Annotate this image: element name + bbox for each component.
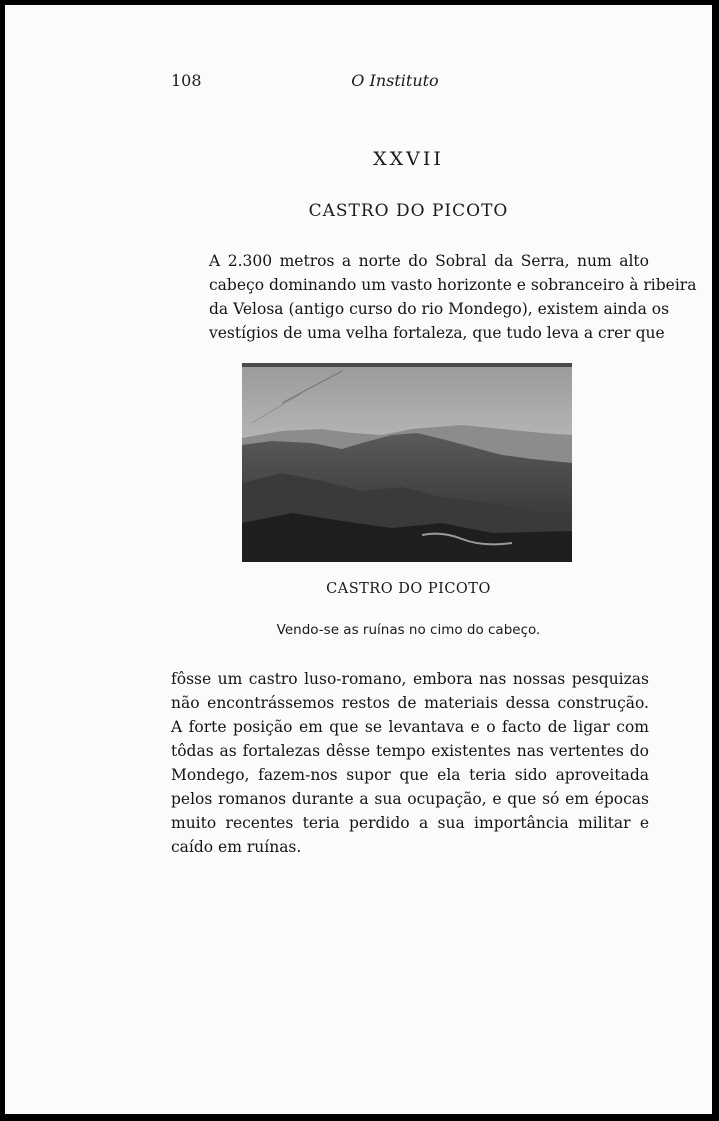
paragraph-intro	[171, 249, 697, 345]
figure-caption-title: CASTRO DO PICOTO	[326, 581, 491, 597]
landscape-photo	[242, 363, 572, 562]
text-line: vestígios de uma velha fortaleza, que tudo leva a crer que	[209, 324, 665, 342]
text-line: da Velosa (antigo curso do rio Mondego), existem ainda os	[209, 300, 670, 318]
text-line: muito recentes teria perdido a sua importância militar e	[171, 814, 649, 832]
text-line: caído em ruínas.	[171, 838, 302, 856]
running-title: O Instituto	[351, 71, 439, 90]
text-line: Mondego, fazem-nos supor que ela teria sido aproveitada	[171, 766, 649, 784]
page-number: 108	[171, 71, 202, 90]
chapter-title: CASTRO DO PICOTO	[308, 201, 509, 221]
text-line: tôdas as fortalezas dêsse tempo existentes nas vertentes do	[171, 742, 649, 760]
photo-image	[242, 363, 572, 562]
text-line: não encontrássemos restos de materiais dessa construção.	[171, 694, 649, 712]
chapter-number: XXVII	[373, 148, 444, 170]
text-line: pelos romanos durante a sua ocupação, e que só em épocas	[171, 790, 649, 808]
running-header	[171, 71, 649, 95]
text-line: cabeço dominando um vasto horizonte e sobranceiro à ribeira	[209, 276, 697, 294]
paragraph-continuation	[171, 667, 649, 859]
text-line: A 2.300 metros a norte do Sobral da Serra, num alto	[209, 252, 649, 270]
text-line: A forte posição em que se levantava e o facto de ligar com	[171, 718, 649, 736]
figure-caption-subtitle: Vendo-se as ruínas no cimo do cabeço.	[276, 622, 541, 638]
text-line: fôsse um castro luso-romano, embora nas nossas pesquizas	[171, 670, 649, 688]
book-page	[5, 5, 712, 1114]
